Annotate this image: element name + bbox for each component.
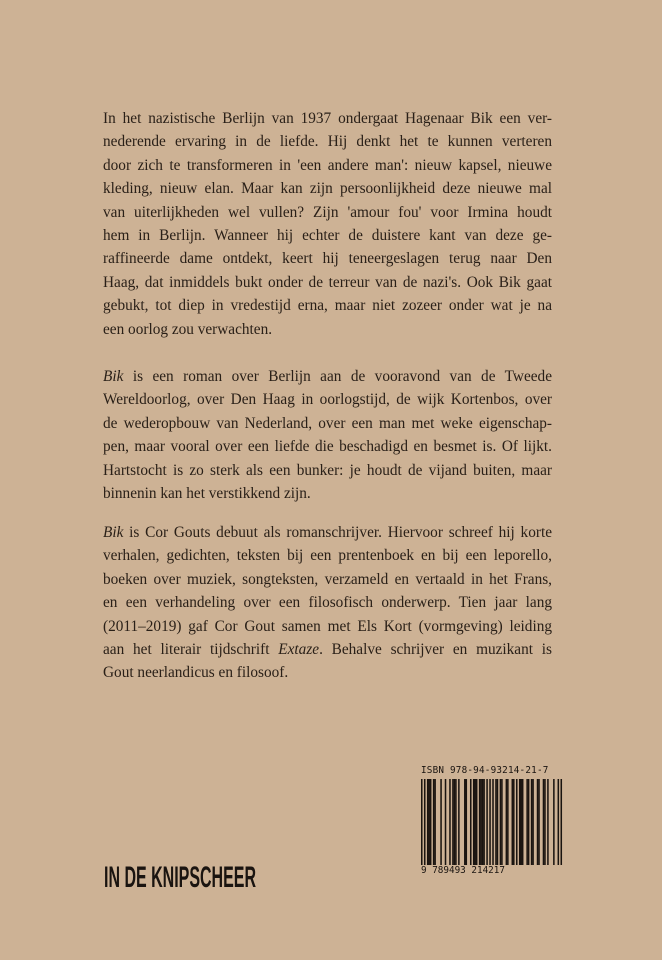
barcode-bar (480, 779, 482, 865)
text-line: Wereldoorlog, over Den Haag in oorlogstijd, de wijk Kortenbos, over (103, 391, 552, 409)
barcode-bar (513, 779, 515, 865)
text-fragment: . Behalve schrijver en muzikant is (319, 641, 552, 659)
barcode-bar (470, 779, 472, 865)
barcode-bar (547, 779, 549, 865)
barcode-bar (434, 779, 436, 865)
barcode-bar (433, 779, 435, 865)
barcode-bar (455, 779, 457, 865)
barcode-bar (512, 779, 514, 865)
barcode-bar (506, 779, 508, 865)
blurb-paragraph-2 (103, 365, 552, 505)
barcode-bar (482, 779, 484, 865)
barcode-bar (500, 779, 502, 865)
text-line: binnenin kan het verstikkend zijn. (103, 485, 311, 503)
barcode-bar (553, 779, 555, 865)
text-fragment: is Cor Gouts debuut als romanschrijver. Hiervoor schreef hij korte (123, 524, 552, 541)
text-line: en een verhandeling over een filosofisch onderwerp. Tien jaar lang (103, 594, 552, 612)
text-line: In het nazistische Berlijn van 1937 ondergaat Hagenaar Bik een ver- (103, 110, 552, 127)
barcode-bar (537, 779, 539, 865)
barcode-bar (424, 779, 426, 865)
text-line: gebukt, tot diep in vredestijd erna, maar niet zozeer onder wat je na (103, 297, 552, 315)
barcode-bar (519, 779, 521, 865)
text-line: Gout neerlandicus en filosoof. (103, 664, 289, 682)
publisher-logo-text: IN DE KNIPSCHEER (104, 861, 257, 894)
title-italic: Bik (103, 524, 124, 541)
text-line: Hartstocht is zo sterk als een bunker: je houdt de vijand buiten, maar (103, 461, 552, 479)
text-line: van uiterlijkheden wel vullen? Zijn 'amour fou' voor Irmina houdt (103, 203, 552, 221)
barcode-bar (531, 779, 533, 865)
title-italic: Bik (103, 368, 124, 385)
barcode-bar (528, 779, 530, 865)
isbn-barcode-block (421, 765, 562, 879)
barcode-bar (538, 779, 540, 865)
magazine-title-italic: Extaze (278, 641, 320, 659)
barcode-bar (522, 779, 524, 865)
text-line: boeken over muziek, songteksten, verzameld en vertaald in het Frans, (103, 570, 552, 588)
barcode-bar (486, 779, 488, 865)
barcode-bar (430, 779, 432, 865)
barcode-bar (561, 779, 563, 865)
text-line: hem in Berlijn. Wanneer hij echter de duistere kant van deze ge- (103, 227, 552, 245)
isbn-label: ISBN 978-94-93214-21-7 (421, 765, 549, 776)
barcode-bar (492, 779, 494, 865)
text-fragment: aan het literair tijdschrift (103, 641, 279, 659)
barcode-bar (473, 779, 475, 865)
text-line: raffineerde dame ontdekt, keert hij teneergeslagen terug naar Den (103, 250, 552, 268)
barcode-bar (464, 779, 466, 865)
barcode-bar (520, 779, 522, 865)
barcode (421, 779, 562, 865)
text-line (103, 638, 552, 661)
blurb-paragraph-3 (103, 521, 552, 685)
barcode-bar (449, 779, 451, 865)
barcode-bar (516, 779, 518, 865)
text-line: (2011–2019) gaf Cor Gout samen met Els Kort (vormgeving) leiding (103, 617, 552, 635)
text-line: kleding, nieuw elan. Maar kan zijn persoonlijkheid deze nieuwe mal (103, 180, 552, 198)
barcode-bar (445, 779, 447, 865)
barcode-bar (558, 779, 560, 865)
text-line: door zich te transformeren in 'een andere man': nieuw kapsel, nieuwe (103, 156, 552, 174)
publisher-logo (104, 857, 257, 894)
text-line (103, 365, 552, 388)
barcode-bar (489, 779, 491, 865)
barcode-bar (474, 779, 476, 865)
barcode-bar (458, 779, 460, 865)
barcode-bar (454, 779, 456, 865)
text-fragment: is een roman over Berlijn aan de vooravond van de Tweede (123, 368, 552, 385)
barcode-bar (476, 779, 478, 865)
barcode-bar (483, 779, 485, 865)
barcode-bar (428, 779, 430, 865)
text-line: de wederopbouw van Nederland, over een man met weke eigenschap- (103, 414, 552, 432)
barcode-bar (479, 779, 481, 865)
barcode-bar (497, 779, 499, 865)
barcode-bar (544, 779, 546, 865)
text-line: een oorlog zou verwachten. (103, 320, 273, 338)
barcode-bar (507, 779, 509, 865)
barcode-digits: 9 789493 214217 (421, 865, 505, 876)
barcode-bar (440, 779, 442, 865)
barcode-bar (532, 779, 534, 865)
text-line: Haag, dat inmiddels bukt onder de terreur van de nazi's. Ook Bik gaat (103, 273, 552, 291)
text-line (103, 521, 552, 544)
barcode-bar (452, 779, 454, 865)
text-line: pen, maar vooral over een liefde die beschadigd en besmet is. Of lijkt. (103, 438, 552, 456)
text-line: verhalen, gedichten, teksten bij een prentenboek en bij een leporello, (103, 547, 552, 565)
blurb-paragraph-1 (103, 107, 552, 341)
barcode-bar (427, 779, 429, 865)
barcode-bar (501, 779, 503, 865)
barcode-bar (466, 779, 468, 865)
barcode-bar (526, 779, 528, 865)
text-line: nederende ervaring in de liefde. Hij denkt het te kunnen verteren (103, 133, 552, 151)
barcode-bar (495, 779, 497, 865)
barcode-bar (421, 779, 423, 865)
barcode-bar (543, 779, 545, 865)
